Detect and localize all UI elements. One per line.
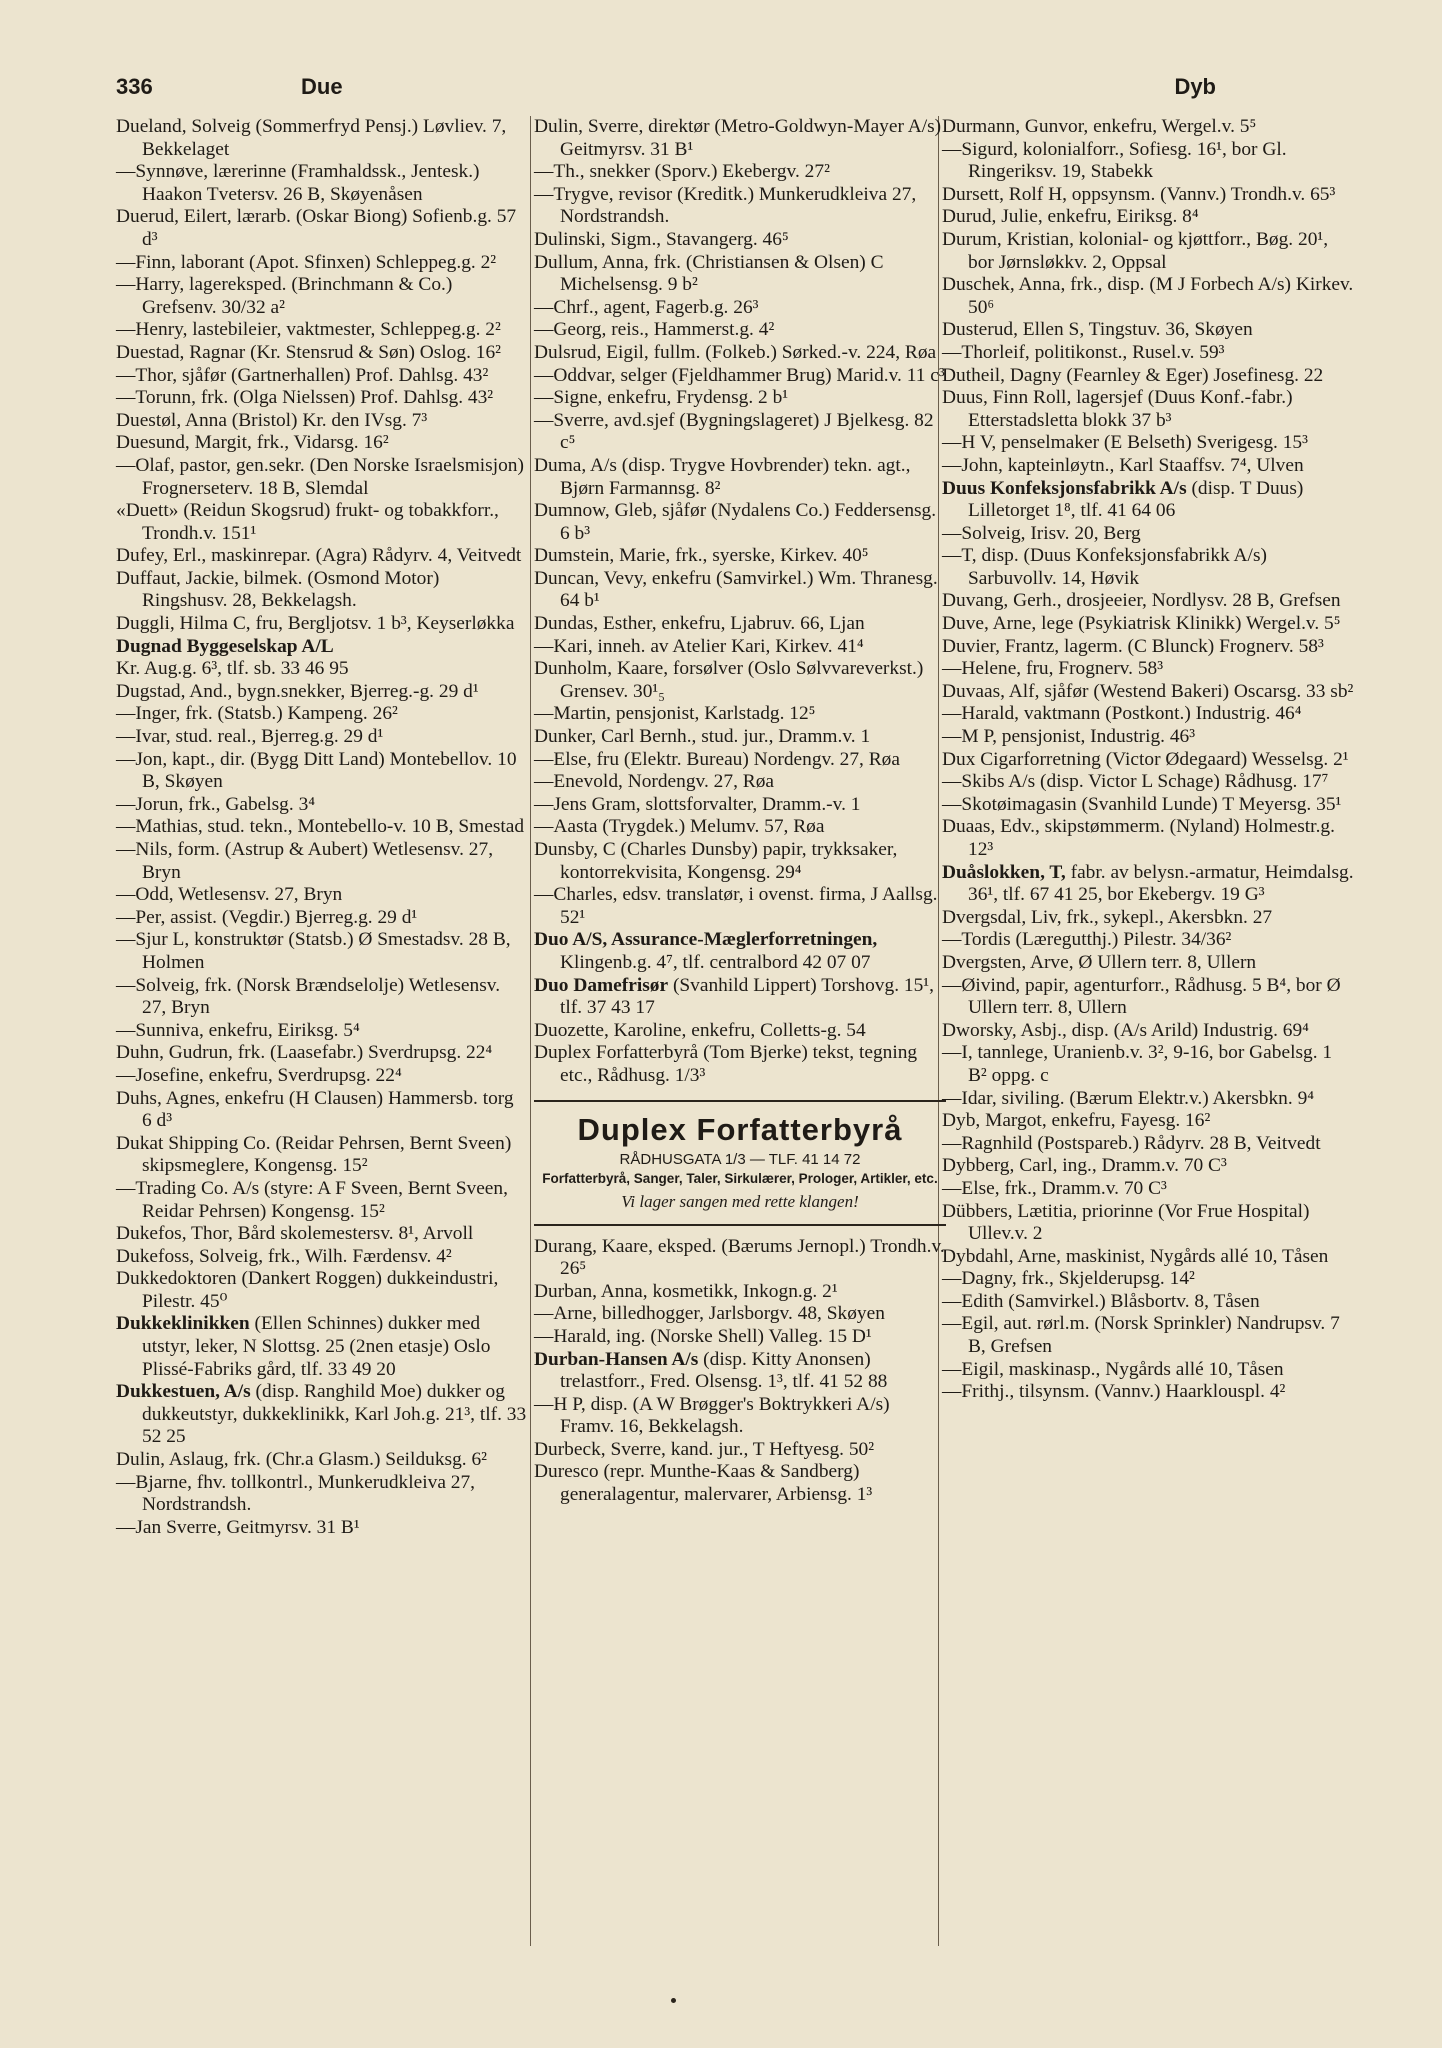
directory-entry: Duhs, Agnes, enkefru (H Clausen) Hammersb. torg 6 d³ bbox=[116, 1087, 514, 1132]
directory-entry: —Øivind, papir, agenturforr., Rådhusg. 5 B⁴, bor Ø Ullern terr. 8, Ullern bbox=[942, 974, 1341, 1019]
directory-entry: —Signe, enkefru, Frydensg. 2 b¹ bbox=[534, 387, 789, 409]
directory-entry: Dunker, Carl Bernh., stud. jur., Dramm.v. 1 bbox=[534, 726, 871, 748]
directory-entry: Duncan, Vevy, enkefru (Samvirkel.) Wm. Thranesg. 64 b¹ bbox=[534, 567, 938, 612]
directory-entry: Dumnow, Gleb, sjåfør (Nydalens Co.) Feddersensg. 6 b³ bbox=[534, 500, 937, 544]
directory-entry: Duresco (repr. Munthe-Kaas & Sandberg) generalagentur, malervarer, Arbiensg. 1³ bbox=[534, 1461, 873, 1506]
directory-entry: Dulin, Sverre, direktør (Metro-Goldwyn-Mayer A/s) Geitmyrsv. 31 B¹ bbox=[534, 116, 942, 160]
directory-entry bbox=[534, 1349, 946, 1394]
entry-name-bold: Durban-Hansen A/s bbox=[534, 1348, 699, 1370]
directory-entry: Durmann, Gunvor, enkefru, Wergel.v. 5⁵ bbox=[942, 116, 1257, 137]
directory-entry bbox=[116, 636, 528, 659]
entry-details: (disp. Ranghild Moe) dukker og dukkeutstyr, dukkeklinikk, Karl Joh.g. 21³, tlf. 33 52 25 bbox=[142, 1381, 527, 1448]
directory-entry: Duaas, Edv., skipstømmerm. (Nyland) Holmestr.g. 12³ bbox=[942, 816, 1335, 860]
entry-name-bold: Duo Damefrisør bbox=[534, 974, 669, 996]
advert-title: Duplex Forfatterbyrå bbox=[577, 1111, 903, 1147]
advert-slogan: Vi lager sangen med rette klangen! bbox=[621, 1191, 859, 1211]
directory-entry: Kr. Aug.g. 6³, tlf. sb. 33 46 95 bbox=[116, 658, 349, 680]
left-guide-word: Due bbox=[301, 74, 343, 99]
entry-details: (disp. T Duus) Lilletorget 1⁸, tlf. 41 64 06 bbox=[968, 477, 1304, 522]
column-divider bbox=[530, 116, 531, 1946]
directory-column-3 bbox=[942, 116, 1354, 1404]
directory-entry: —Thorleif, politikonst., Rusel.v. 59³ bbox=[942, 341, 1225, 363]
directory-entry: —Skibs A/s (disp. Victor L Schage) Rådhusg. 17⁷ bbox=[942, 771, 1329, 793]
directory-entry bbox=[942, 862, 1354, 907]
entry-name-bold: Duo A/S, Assurance-Mæglerforretningen, bbox=[534, 929, 878, 951]
directory-entry: —Sigurd, kolonialforr., Sofiesg. 16¹, bor Gl. Ringeriksv. 19, Stabekk bbox=[942, 138, 1287, 183]
directory-entry: —Tordis (Læregutthj.) Pilestr. 34/36² bbox=[942, 929, 1232, 951]
directory-entry: —Georg, reis., Hammerst.g. 4² bbox=[534, 319, 775, 341]
directory-entry: —Sjur L, konstruktør (Statsb.) Ø Smestadsv. 28 B, Holmen bbox=[116, 929, 511, 973]
directory-entry: Dyb, Margot, enkefru, Fayesg. 16² bbox=[942, 1110, 1211, 1132]
directory-entry: —Jon, kapt., dir. (Bygg Ditt Land) Montebellov. 10 B, Skøyen bbox=[116, 748, 517, 793]
directory-entry: —Dagny, frk., Skjelderupsg. 14² bbox=[942, 1268, 1195, 1290]
directory-entry: Dvergsten, Arve, Ø Ullern terr. 8, Ullern bbox=[942, 951, 1257, 973]
directory-entry: Dulin, Aslaug, frk. (Chr.a Glasm.) Seilduksg. 6² bbox=[116, 1449, 487, 1471]
directory-entry: Dursett, Rolf H, oppsynsm. (Vannv.) Trondh.v. 65³ bbox=[942, 183, 1336, 205]
advert-services: Forfatterbyrå, Sanger, Taler, Sirkulærer, Prologer, Artikler, etc. bbox=[542, 1170, 938, 1186]
directory-entry: —Idar, siviling. (Bærum Elektr.v.) Akersbkn. 9⁴ bbox=[942, 1087, 1315, 1109]
directory-entry: —Th., snekker (Sporv.) Ekebergv. 27² bbox=[534, 161, 830, 183]
entry-details: Klingenb.g. 4⁷, tlf. centralbord 42 07 07 bbox=[560, 951, 871, 973]
directory-entry: Dübbers, Lætitia, priorinne (Vor Frue Hospital) Ullev.v. 2 bbox=[942, 1200, 1310, 1245]
directory-entry: —Trading Co. A/s (styre: A F Sveen, Bernt Sveen, Reidar Pehrsen) Kongensg. 15² bbox=[116, 1177, 508, 1222]
directory-entry: —Oddvar, selger (Fjeldhammer Brug) Marid.v. 11 c³ bbox=[534, 364, 945, 386]
directory-entry: Dukat Shipping Co. (Reidar Pehrsen, Bernt Sveen) skipsmeglere, Kongensg. 15² bbox=[116, 1132, 512, 1177]
directory-entry: Duvier, Frantz, lagerm. (C Blunck) Frognerv. 58³ bbox=[942, 635, 1324, 657]
directory-entry: —Mathias, stud. tekn., Montebello-v. 10 B, Smestad bbox=[116, 816, 525, 838]
directory-entry: Duplex Forfatterbyrå (Tom Bjerke) tekst, tegning etc., Rådhusg. 1/3³ bbox=[534, 1042, 918, 1086]
directory-entry: —Arne, billedhogger, Jarlsborgv. 48, Skøyen bbox=[534, 1303, 885, 1325]
directory-column-2 bbox=[534, 116, 946, 1507]
directory-entry: Dueland, Solveig (Sommerfryd Pensj.) Løvliev. 7, Bekkelaget bbox=[116, 116, 507, 160]
directory-entry: Duus, Finn Roll, lagersjef (Duus Konf.-fabr.) Etterstadsletta blokk 37 b³ bbox=[942, 387, 1293, 431]
directory-entry: Dunholm, Kaare, forsølver (Oslo Sølvvareverkst.) Grensev. 30¹₅ bbox=[534, 658, 924, 702]
entry-name-bold: Dukkestuen, A/s bbox=[116, 1381, 251, 1403]
entry-name-bold: Dukkeklinikken bbox=[116, 1313, 250, 1335]
directory-entry: —Finn, laborant (Apot. Sfinxen) Schleppeg.g. 2² bbox=[116, 251, 497, 273]
directory-entry: —I, tannlege, Uranienb.v. 3², 9-16, bor Gabelsg. 1 B² oppg. c bbox=[942, 1042, 1333, 1086]
directory-entry bbox=[534, 975, 946, 1020]
directory-entry: Dulsrud, Eigil, fullm. (Folkeb.) Sørked.-v. 224, Røa bbox=[534, 341, 937, 363]
directory-entry: —Skotøimagasin (Svanhild Lunde) T Meyersg. 35¹ bbox=[942, 793, 1342, 815]
directory-entry: Duestad, Ragnar (Kr. Stensrud & Søn) Oslog. 16² bbox=[116, 341, 501, 363]
directory-entry: Dvergsdal, Liv, frk., sykepl., Akersbkn. 27 bbox=[942, 906, 1273, 928]
directory-entry: Duesund, Margit, frk., Vidarsg. 16² bbox=[116, 432, 389, 454]
directory-entry: Duffaut, Jackie, bilmek. (Osmond Motor) Ringshusv. 28, Bekkelagsh. bbox=[116, 567, 440, 612]
column-2-entries-top bbox=[534, 116, 946, 1088]
directory-entry: —Josefine, enkefru, Sverdrupsg. 22⁴ bbox=[116, 1064, 402, 1086]
directory-entry: Dukefos, Thor, Bård skolemestersv. 8¹, Arvoll bbox=[116, 1223, 474, 1245]
page-header bbox=[116, 74, 1326, 106]
directory-entry: Dulinski, Sigm., Stavangerg. 46⁵ bbox=[534, 228, 789, 250]
entry-details: (disp. Kitty Anonsen) trelastforr., Fred. Olsensg. 1³, tlf. 41 52 88 bbox=[560, 1348, 888, 1393]
directory-entry: —Torunn, frk. (Olga Nielssen) Prof. Dahlsg. 43² bbox=[116, 387, 494, 409]
directory-entry: —Harald, ing. (Norske Shell) Valleg. 15 D¹ bbox=[534, 1325, 872, 1347]
directory-entry: —Harald, vaktmann (Postkont.) Industrig. 46⁴ bbox=[942, 703, 1302, 725]
directory-entry: —Sverre, avd.sjef (Bygningslageret) J Bjelkesg. 82 c⁵ bbox=[534, 409, 934, 454]
directory-entry: Dybberg, Carl, ing., Dramm.v. 70 C³ bbox=[942, 1155, 1227, 1177]
directory-entry: —Else, frk., Dramm.v. 70 C³ bbox=[942, 1177, 1167, 1199]
directory-entry: —Eigil, maskinasp., Nygårds allé 10, Tåsen bbox=[942, 1358, 1284, 1380]
directory-entry: Dworsky, Asbj., disp. (A/s Arild) Industrig. 69⁴ bbox=[942, 1019, 1309, 1041]
directory-entry: Dutheil, Dagny (Fearnley & Eger) Josefinesg. 22 bbox=[942, 364, 1324, 386]
directory-entry: —Ivar, stud. real., Bjerreg.g. 29 d¹ bbox=[116, 726, 384, 748]
directory-entry bbox=[534, 929, 946, 974]
directory-entry: —Frithj., tilsynsm. (Vannv.) Haarklouspl. 4² bbox=[942, 1381, 1286, 1403]
directory-entry: —Solveig, frk. (Norsk Brændselolje) Wetlesensv. 27, Bryn bbox=[116, 974, 501, 1019]
directory-entry: —Harry, lagereksped. (Brinchmann & Co.) Grefsenv. 30/32 a² bbox=[116, 274, 453, 318]
directory-entry: —Synnøve, lærerinne (Framhaldssk., Jentesk.) Haakon Tvetersv. 26 B, Skøyenåsen bbox=[116, 161, 480, 205]
directory-entry: Duerud, Eilert, lærarb. (Oskar Biong) Sofienb.g. 57 d³ bbox=[116, 206, 517, 250]
directory-entry: —Henry, lastebileier, vaktmester, Schleppeg.g. 2² bbox=[116, 319, 501, 341]
entry-name-bold: Duus Konfeksjonsfabrikk A/s bbox=[942, 477, 1187, 499]
entry-name-bold: Duåslokken, T, bbox=[942, 861, 1066, 883]
directory-entry bbox=[116, 1313, 528, 1381]
advert-address: RÅDHUSGATA 1/3 — TLF. 41 14 72 bbox=[619, 1150, 861, 1168]
directory-entry: Duhn, Gudrun, frk. (Laasefabr.) Sverdrupsg. 22⁴ bbox=[116, 1042, 493, 1064]
directory-entry: —Edith (Samvirkel.) Blåsbortv. 8, Tåsen bbox=[942, 1290, 1260, 1312]
directory-entry: —Thor, sjåfør (Gartnerhallen) Prof. Dahlsg. 43² bbox=[116, 364, 489, 386]
directory-entry: Duma, A/s (disp. Trygve Hovbrender) tekn. agt., Bjørn Farmannsg. 8² bbox=[534, 454, 911, 499]
directory-entry: Dunsby, C (Charles Dunsby) papir, trykksaker, kontorrekvisita, Kongensg. 29⁴ bbox=[534, 839, 898, 883]
directory-entry: —John, kapteinløytn., Karl Staaffsv. 7⁴, Ulven bbox=[942, 454, 1304, 476]
directory-entry: Dugstad, And., bygn.snekker, Bjerreg.-g. 29 d¹ bbox=[116, 680, 479, 702]
directory-entry: —Egil, aut. rørl.m. (Norsk Sprinkler) Nandrupsv. 7 B, Grefsen bbox=[942, 1313, 1340, 1358]
directory-entry: —Enevold, Nordengv. 27, Røa bbox=[534, 771, 775, 793]
directory-entry: —Helene, fru, Frognerv. 58³ bbox=[942, 658, 1164, 680]
advertisement-box bbox=[534, 1100, 946, 1226]
directory-entry: —Ragnhild (Postspareb.) Rådyrv. 28 B, Veitvedt bbox=[942, 1132, 1321, 1154]
directory-entry: Durum, Kristian, kolonial- og kjøttforr., Bøg. 20¹, bor Jørnsløkkv. 2, Oppsal bbox=[942, 228, 1329, 273]
directory-entry: Duestøl, Anna (Bristol) Kr. den IVsg. 7³ bbox=[116, 409, 428, 431]
directory-entry: Dybdahl, Arne, maskinist, Nygårds allé 10, Tåsen bbox=[942, 1245, 1329, 1267]
directory-entry: Durban, Anna, kosmetikk, Inkogn.g. 2¹ bbox=[534, 1280, 838, 1302]
column-2-entries-bottom bbox=[534, 1236, 946, 1507]
directory-entry: Dundas, Esther, enkefru, Ljabruv. 66, Ljan bbox=[534, 613, 865, 635]
directory-entry: —H P, disp. (A W Brøgger's Boktrykkeri A/s) Framv. 16, Bekkelagsh. bbox=[534, 1393, 890, 1438]
directory-entry: —T, disp. (Duus Konfeksjonsfabrikk A/s) Sarbuvollv. 14, Høvik bbox=[942, 545, 1267, 589]
directory-entry: Dullum, Anna, frk. (Christiansen & Olsen) C Michelsensg. 9 b² bbox=[534, 251, 884, 296]
entry-details: (Ellen Schinnes) dukker med utstyr, leker, N Slottsg. 25 (2nen etasje) Oslo Plissé-Fabriks gård, tlf. 33 49 20 bbox=[142, 1313, 491, 1380]
directory-entry: —Sunniva, enkefru, Eiriksg. 5⁴ bbox=[116, 1019, 360, 1041]
directory-entry bbox=[116, 1381, 528, 1449]
directory-entry: Dufey, Erl., maskinrepar. (Agra) Rådyrv. 4, Veitvedt bbox=[116, 545, 522, 567]
directory-entry: —Aasta (Trygdek.) Melumv. 57, Røa bbox=[534, 816, 825, 838]
directory-entry: —M P, pensjonist, Industrig. 46³ bbox=[942, 726, 1196, 748]
directory-entry: Durud, Julie, enkefru, Eiriksg. 8⁴ bbox=[942, 206, 1199, 228]
directory-entry: —Per, assist. (Vegdir.) Bjerreg.g. 29 d¹ bbox=[116, 906, 418, 928]
entry-details: fabr. av belysn.-armatur, Heimdalsg. 36¹, tlf. 67 41 25, bor Ekebergv. 19 G³ bbox=[968, 861, 1354, 906]
directory-entry: —H V, penselmaker (E Belseth) Sverigesg. 15³ bbox=[942, 432, 1308, 454]
directory-entry: —Chrf., agent, Fagerb.g. 26³ bbox=[534, 296, 759, 318]
directory-entry: Durang, Kaare, eksped. (Bærums Jernopl.) Trondh.v. 26⁵ bbox=[534, 1235, 945, 1280]
directory-entry: Duvang, Gerh., drosjeeier, Nordlysv. 28 B, Grefsen bbox=[942, 590, 1341, 612]
page-number: 336 bbox=[116, 74, 153, 99]
directory-entry: Dukefoss, Solveig, frk., Wilh. Færdensv. 4² bbox=[116, 1245, 452, 1267]
directory-entry: —Solveig, Irisv. 20, Berg bbox=[942, 522, 1141, 544]
directory-entry: Duvaas, Alf, sjåfør (Westend Bakeri) Oscarsg. 33 sb² bbox=[942, 680, 1354, 702]
directory-entry: Duozette, Karoline, enkefru, Colletts-g. 54 bbox=[534, 1019, 866, 1041]
directory-entry: Durbeck, Sverre, kand. jur., T Heftyesg. 50² bbox=[534, 1438, 875, 1460]
directory-entry: —Trygve, revisor (Kreditk.) Munkerudkleiva 27, Nordstrandsh. bbox=[534, 183, 917, 228]
directory-entry: «Duett» (Reidun Skogsrud) frukt- og tobakkforr., Trondh.v. 151¹ bbox=[116, 500, 499, 544]
directory-entry: —Nils, form. (Astrup & Aubert) Wetlesensv. 27, Bryn bbox=[116, 839, 494, 883]
directory-entry: Duggli, Hilma C, fru, Bergljotsv. 1 b³, Keyserløkka bbox=[116, 613, 515, 635]
directory-entry: Dux Cigarforretning (Victor Ødegaard) Wesselsg. 2¹ bbox=[942, 748, 1349, 770]
directory-entry: Dumstein, Marie, frk., syerske, Kirkev. 40⁵ bbox=[534, 545, 869, 567]
right-guide-word: Dyb bbox=[1174, 74, 1216, 99]
directory-entry: —Odd, Wetlesensv. 27, Bryn bbox=[116, 884, 343, 906]
print-mark bbox=[671, 1998, 676, 2003]
directory-entry: —Charles, edsv. translatør, i ovenst. firma, J Aallsg. 52¹ bbox=[534, 884, 938, 928]
directory-entry: —Kari, inneh. av Atelier Kari, Kirkev. 41⁴ bbox=[534, 635, 864, 657]
directory-entry: —Else, fru (Elektr. Bureau) Nordengv. 27, Røa bbox=[534, 748, 900, 770]
directory-entry: —Bjarne, fhv. tollkontrl., Munkerudkleiva 27, Nordstrandsh. bbox=[116, 1471, 476, 1516]
directory-entry: —Olaf, pastor, gen.sekr. (Den Norske Israelsmisjon) Frognerseterv. 18 B, Slemdal bbox=[116, 454, 524, 499]
directory-entry: —Jan Sverre, Geitmyrsv. 31 B¹ bbox=[116, 1516, 360, 1538]
directory-entry bbox=[942, 478, 1354, 523]
directory-entry: —Inger, frk. (Statsb.) Kampeng. 26² bbox=[116, 703, 398, 725]
directory-entry: —Jorun, frk., Gabelsg. 3⁴ bbox=[116, 793, 316, 815]
directory-entry: Duve, Arne, lege (Psykiatrisk Klinikk) Wergel.v. 5⁵ bbox=[942, 613, 1341, 635]
entry-name-bold: Dugnad Byggeselskap A/L bbox=[116, 635, 334, 657]
entry-details: (Svanhild Lippert) Torshovg. 15¹, tlf. 37 43 17 bbox=[560, 974, 934, 1019]
directory-entry: Dukkedoktoren (Dankert Roggen) dukkeindustri, Pilestr. 45⁰ bbox=[116, 1268, 499, 1312]
directory-entry: —Martin, pensjonist, Karlstadg. 12⁵ bbox=[534, 703, 816, 725]
directory-entry: Dusterud, Ellen S, Tingstuv. 36, Skøyen bbox=[942, 319, 1253, 341]
directory-column-1 bbox=[116, 116, 528, 1539]
directory-entry: —Jens Gram, slottsforvalter, Dramm.-v. 1 bbox=[534, 793, 861, 815]
directory-entry: Duschek, Anna, frk., disp. (M J Forbech A/s) Kirkev. 50⁶ bbox=[942, 274, 1354, 318]
